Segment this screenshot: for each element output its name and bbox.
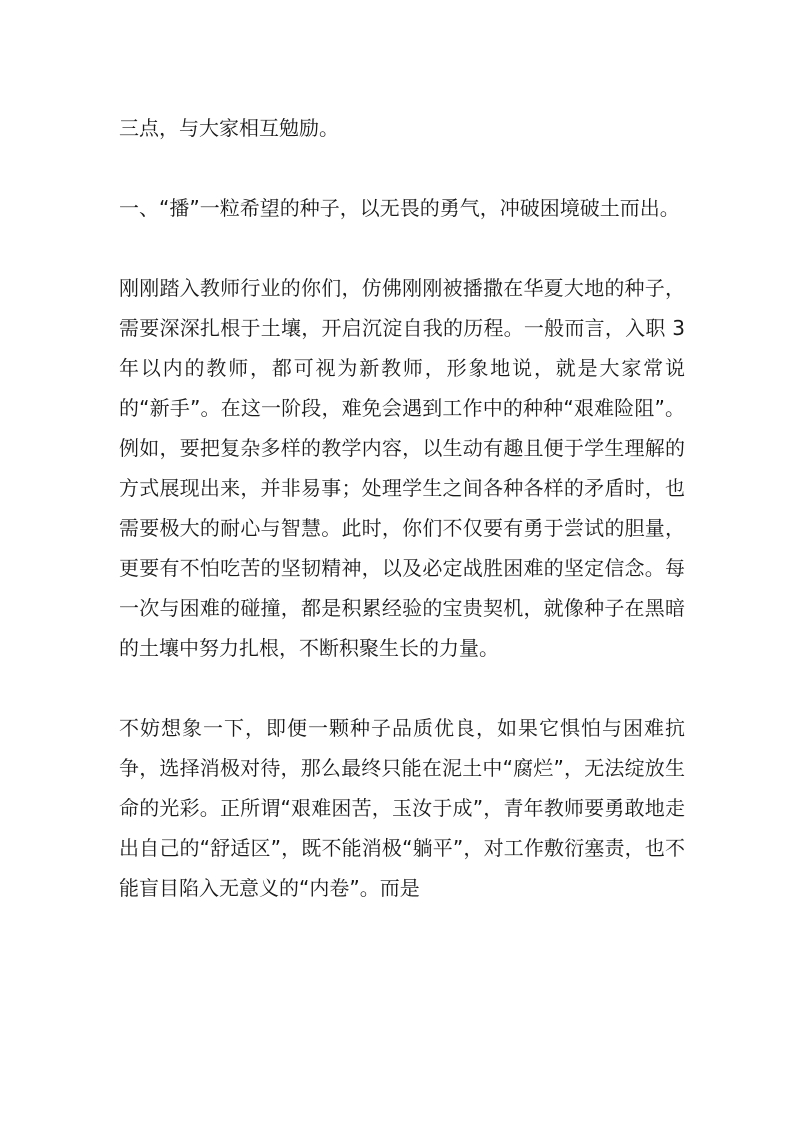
paragraph-body-1: 刚刚踏入教师行业的你们，仿佛刚刚被播撒在华夏大地的种子，需要深深扎根于土壤，开启沉淀自我的历程。一般而言，入职 3 年以内的教师，都可视为新教师，形象地说，就是大家常说的“新手”。在这一阶段，难免会遇到工作中的种种“艰难险阻”。例如，要把复杂多样的教学内容，以生动有趣且便于学生理解的方式展现出来，并非易事；处理学生之间各种各样的矛盾时，也需要极大的耐心与智慧。此时，你们不仅要有勇于尝试的胆量，更要有不怕吃苦的坚韧精神，以及必定战胜困难的坚定信念。每一次与困难的碰撞，都是积累经验的宝贵契机，就像种子在黑暗的土壤中努力扎根，不断积聚生长的力量。 (119, 276, 685, 660)
paragraph-body-2: 不妨想象一下，即便一颗种子品质优良，如果它惧怕与困难抗争，选择消极对待，那么最终只能在泥土中“腐烂”，无法绽放生命的光彩。正所谓“艰难困苦，玉汝于成”，青年教师要勇敢地走出自己的“舒适区”，既不能消极“躺平”，对工作敷衍塞责，也不能盲目陷入无意义的“内卷”。而是 (119, 716, 685, 900)
document-body (119, 108, 685, 908)
paragraph-intro: 三点，与大家相互勉励。 (119, 116, 339, 140)
section-heading: 一、“播”一粒希望的种子，以无畏的勇气，冲破困境破土而出。 (119, 196, 680, 220)
